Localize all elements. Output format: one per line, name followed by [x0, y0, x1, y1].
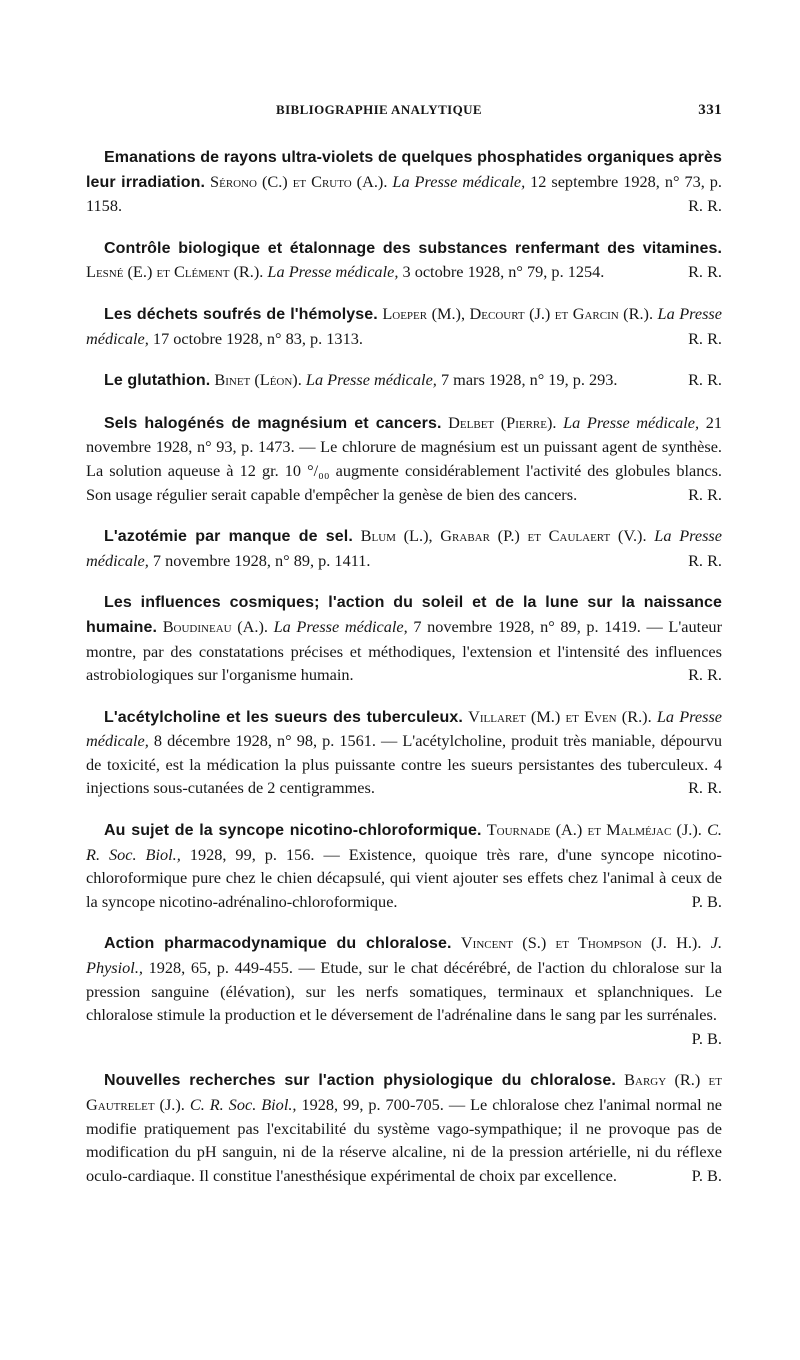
entry-authors: Loeper (M.), Decourt (J.) et Garcin (R.).	[382, 303, 654, 323]
entry-signature: R. R.	[688, 328, 722, 348]
entry-authors: Villaret (M.) et Even (R.).	[468, 706, 652, 726]
entry-authors: Delbet (Pierre).	[448, 412, 557, 432]
entry-journal: La Presse médicale,	[86, 303, 722, 348]
entry-signature: P. B.	[691, 1165, 722, 1185]
entry-title: L'acétylcholine et les sueurs des tuberculeux.	[104, 708, 463, 726]
entry-signature: R. R.	[688, 550, 722, 570]
bibliography-entry	[86, 145, 722, 218]
page	[86, 102, 722, 1205]
bibliography-entry	[86, 368, 722, 393]
entry-authors: Vincent (S.) et Thompson (J. H.).	[460, 933, 702, 953]
entry-journal: La Presse médicale,	[273, 616, 408, 636]
entry-signature: R. R.	[688, 665, 722, 685]
entry-title: Nouvelles recherches sur l'action physiologique du chloralose.	[104, 1072, 616, 1090]
bibliography-entry	[86, 236, 722, 284]
entry-title: Les influences cosmiques; l'action du soleil et de la lune sur la naissance humaine.	[86, 594, 722, 636]
entry-body: — Le chloralose chez l'animal normal ne modifie pratiquement pas l'excitabilité du système vago-sympathique; il ne provoque pas de modification du pH sanguin, ni de la réserve alcaline, ni de la pression artérielle, ni du réflexe oculo-cardiaque. Il constitue l'anesthésique expérimental de choix par excellence.	[86, 1095, 722, 1185]
entry-reference: 12 septembre 1928, n° 73, p. 1158.	[86, 171, 722, 216]
entry-reference: 1928, 65, p. 449-455.	[148, 958, 293, 978]
entry-signature: R. R.	[688, 262, 722, 282]
entry-body: — Le chlorure de magnésium est un puissant agent de synthèse. La solution aqueuse à 12 gr. 10 °/₀₀ augmente considérablement l'activité des globules blancs. Son usage régulier serait capable d'empêcher la genèse de bien des cancers.	[86, 437, 723, 504]
running-title: BIBLIOGRAPHIE ANALYTIQUE	[276, 102, 482, 117]
entry-reference: 7 mars 1928, n° 19, p. 293.	[440, 370, 618, 390]
entry-reference: 21 novembre 1928, n° 93, p. 1473.	[86, 412, 722, 457]
entry-title: L'azotémie par manque de sel.	[104, 528, 353, 546]
entry-authors: Boudineau (A.).	[162, 616, 268, 636]
entry-journal: La Presse médicale,	[86, 526, 722, 570]
running-header	[86, 102, 722, 119]
entry-body: — Existence, quoique très rare, d'une syncope nicotino-chloroformique pure chez le chien décapsulé, qui vient ajouter ses effets chez l'animal à ceux de la syncope nicotino-adrénalino-chloroformique.	[86, 844, 722, 911]
bibliography-entry	[86, 524, 722, 572]
entry-authors: Binet (Léon).	[214, 370, 302, 390]
entry-body: — Etude, sur le chat décérébré, de l'action du chloralose sur la pression sanguine (élévation), sur les nerfs somatiques, terminaux et splanchniques. Le chloralose stimule la production et le déversement de l'adrénaline dans le sang par les surrénales.	[86, 958, 723, 1025]
entry-list	[86, 145, 722, 1187]
entry-journal: J. Physiol.,	[86, 933, 723, 978]
entry-reference: 3 octobre 1928, n° 79, p. 1254.	[402, 262, 605, 282]
entry-body: — L'acétylcholine, produit très maniable, dépourvu de toxicité, est la médication la plus puissante contre les sueurs persistantes des tuberculeux. 4 injections sous-cutanées de 2 centigrammes.	[86, 731, 722, 798]
entry-title: Au sujet de la syncope nicotino-chloroformique.	[104, 822, 482, 840]
entry-authors: Sérono (C.) et Cruto (A.).	[210, 171, 388, 191]
entry-journal: La Presse médicale,	[563, 412, 700, 432]
entry-reference: 8 décembre 1928, n° 98, p. 1561.	[153, 731, 376, 751]
entry-signature: R. R.	[688, 370, 722, 390]
bibliography-entry	[86, 411, 722, 506]
entry-signature: P. B.	[691, 891, 722, 911]
entry-authors: Bargy (R.) et Gautrelet (J.).	[86, 1070, 722, 1114]
entry-title: Contrôle biologique et étalonnage des substances renfermant des vitamines.	[104, 239, 722, 257]
entry-authors: Tournade (A.) et Malméjac (J.).	[486, 820, 702, 840]
bibliography-entry	[86, 590, 722, 686]
entry-authors: Blum (L.), Grabar (P.) et Caulaert (V.).	[360, 526, 647, 546]
entry-reference: 1928, 99, p. 700-705.	[301, 1095, 444, 1114]
entry-journal: La Presse médicale,	[392, 171, 526, 191]
entry-journal: La Presse médicale,	[267, 262, 399, 282]
entry-title: Sels halogénés de magnésium et cancers.	[104, 414, 442, 432]
entry-journal: La Presse médicale,	[305, 370, 437, 390]
entry-journal: C. R. Soc. Biol.,	[86, 820, 722, 864]
entry-reference: 7 novembre 1928, n° 89, p. 1411.	[152, 550, 371, 570]
entry-body: — L'auteur montre, par des constatations précises et méthodiques, l'extension et l'intensité des influences astrobiologiques sur l'organisme humain.	[86, 616, 722, 685]
bibliography-entry	[86, 931, 722, 1050]
entry-reference: 17 octobre 1928, n° 83, p. 1313.	[152, 328, 363, 348]
entry-title: Le glutathion.	[104, 372, 211, 390]
bibliography-entry	[86, 1068, 722, 1187]
entry-reference: 7 novembre 1928, n° 89, p. 1419.	[413, 616, 641, 636]
entry-journal: La Presse médicale,	[86, 706, 723, 751]
entry-signature: R. R.	[688, 196, 722, 216]
entry-title: Les déchets soufrés de l'hémolyse.	[104, 305, 378, 323]
page-number: 331	[698, 102, 722, 118]
entry-title: Emanations de rayons ultra-violets de quelques phosphatides organiques après leur irradiation.	[86, 149, 722, 191]
entry-reference: 1928, 99, p. 156.	[189, 844, 315, 864]
bibliography-entry	[86, 818, 722, 913]
bibliography-entry	[86, 705, 722, 800]
entry-title: Action pharmacodynamique du chloralose.	[104, 935, 452, 953]
entry-signature: P. B.	[691, 1028, 722, 1048]
bibliography-entry	[86, 302, 722, 350]
entry-signature: R. R.	[688, 484, 722, 504]
entry-signature: R. R.	[688, 778, 722, 798]
entry-authors: Lesné (E.) et Clément (R.).	[86, 262, 264, 282]
entry-journal: C. R. Soc. Biol.,	[189, 1095, 297, 1114]
